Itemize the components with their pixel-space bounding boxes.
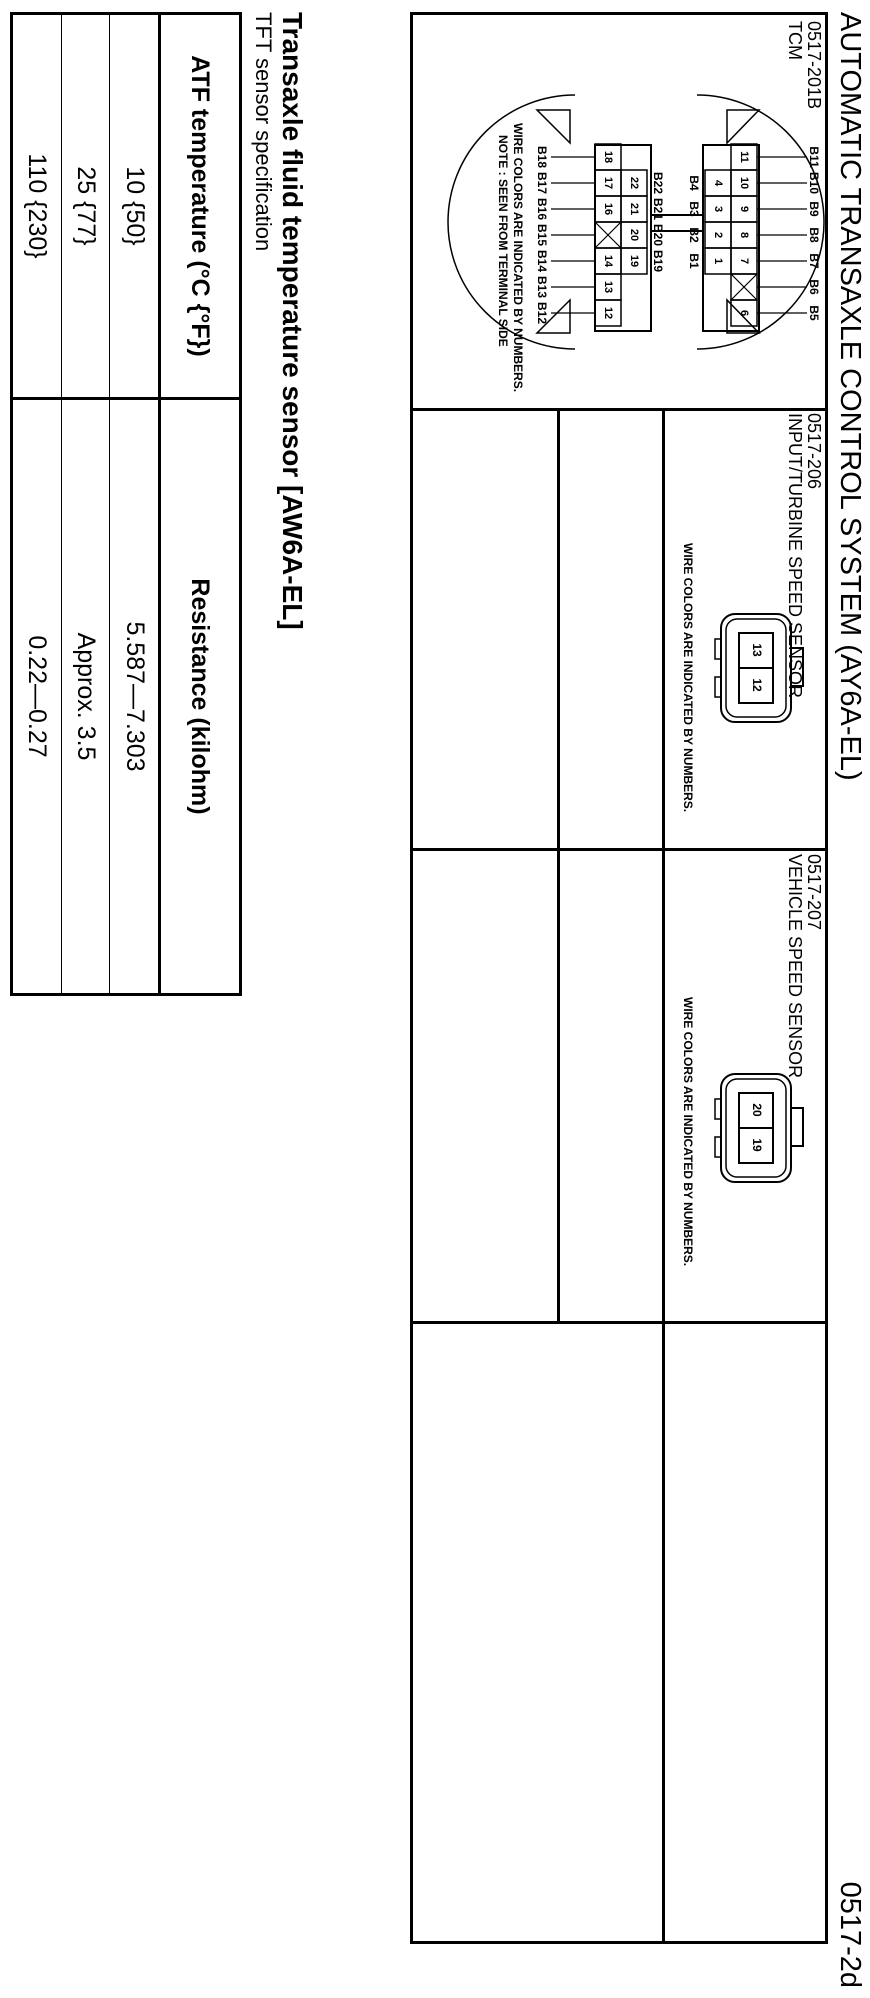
table-cell: Approx. 3.5 (61, 399, 109, 995)
wire-color-note: WIRE COLORS ARE INDICATED BY NUMBERS. (511, 123, 525, 393)
pin-number: 16 (602, 202, 615, 216)
divider (557, 408, 560, 851)
divider (413, 1321, 825, 1324)
pin-label: B16 (535, 197, 549, 220)
table-row (61, 14, 109, 995)
pin-label: B9 (807, 201, 821, 217)
spec-subtitle: TFT sensor specification (251, 12, 276, 252)
pin-number: 17 (602, 176, 615, 190)
pin-13: 13 (749, 643, 764, 657)
pin-label: B12 (535, 301, 549, 324)
view-note: NOTE : SEEN FROM TERMINAL SIDE (496, 135, 510, 347)
pin-number: 8 (738, 231, 751, 239)
pin-label: B19 (651, 249, 665, 272)
pin-label: B22 (651, 171, 665, 194)
connector-frame (410, 12, 828, 1944)
connector-code: 0517-206 INPUT/TURBINE SPEED SENSOR (785, 413, 824, 699)
pin-number: 10 (738, 176, 751, 190)
pin-number: 6 (738, 309, 751, 317)
pin-label: B21 (651, 197, 665, 220)
table-cell: 5.587—7.303 (110, 399, 160, 995)
pin-label: B10 (807, 171, 821, 194)
pin-12: 12 (749, 678, 764, 692)
table-header-row (160, 14, 241, 995)
page-number: 0517-2d (834, 1881, 866, 1988)
table-row (110, 14, 160, 995)
pin-number: 2 (712, 231, 725, 239)
page-title: AUTOMATIC TRANSAXLE CONTROL SYSTEM (AY6A-EL) (834, 12, 866, 781)
pin-label: B3 (687, 201, 701, 217)
pin-number: 3 (712, 205, 725, 213)
pin-number: 12 (602, 306, 615, 320)
pin-number: 20 (628, 228, 641, 242)
pin-label: B18 (535, 145, 549, 168)
pin-number: 9 (738, 205, 751, 213)
pin-label: B2 (687, 227, 701, 243)
pin-label: B4 (687, 175, 701, 191)
spec-title: Transaxle fluid temperature sensor [AW6A-EL] (277, 12, 308, 630)
pin-number: 14 (602, 254, 615, 268)
pin-number: 18 (602, 150, 615, 164)
tcm-pin-labels (413, 15, 825, 405)
pin-number: 4 (712, 179, 725, 187)
connector-code: 0517-207 VEHICLE SPEED SENSOR (785, 854, 824, 1079)
pin-label: B1 (687, 253, 701, 269)
connector-code: 0517-201B TCM (785, 21, 824, 110)
pin-label: B15 (535, 223, 549, 246)
pin-number: 22 (628, 176, 641, 190)
pin-label: B7 (807, 253, 821, 269)
table-cell: 110 {230} (12, 14, 62, 399)
table-cell: 10 {50} (110, 14, 160, 399)
column-header: Resistance (kilohm) (160, 399, 241, 995)
pin-number: 13 (602, 280, 615, 294)
pin-number: 7 (738, 257, 751, 265)
table-cell: 25 {77} (61, 14, 109, 399)
pin-label: B5 (807, 305, 821, 321)
pin-label: B13 (535, 275, 549, 298)
wire-color-note: WIRE COLORS ARE INDICATED BY NUMBERS. (681, 543, 695, 813)
table-cell: 0.22—0.27 (12, 399, 62, 995)
pin-number: 21 (628, 202, 641, 216)
pin-label: B20 (651, 223, 665, 246)
pin-label: B17 (535, 171, 549, 194)
table-row (12, 14, 62, 995)
pin-number: 11 (738, 151, 751, 163)
pin-19: 19 (749, 1138, 764, 1152)
pin-label: B8 (807, 227, 821, 243)
pin-number: 19 (628, 254, 641, 268)
spec-table (10, 12, 242, 996)
wire-color-note: WIRE COLORS ARE INDICATED BY NUMBERS. (681, 997, 695, 1267)
divider (557, 851, 560, 1324)
column-header: ATF temperature (°C {°F}) (160, 14, 241, 399)
pin-20: 20 (749, 1103, 764, 1117)
pin-label: B11 (807, 146, 821, 168)
pin-label: B6 (807, 279, 821, 295)
pin-number: 1 (712, 257, 725, 265)
pin-label: B14 (535, 249, 549, 272)
